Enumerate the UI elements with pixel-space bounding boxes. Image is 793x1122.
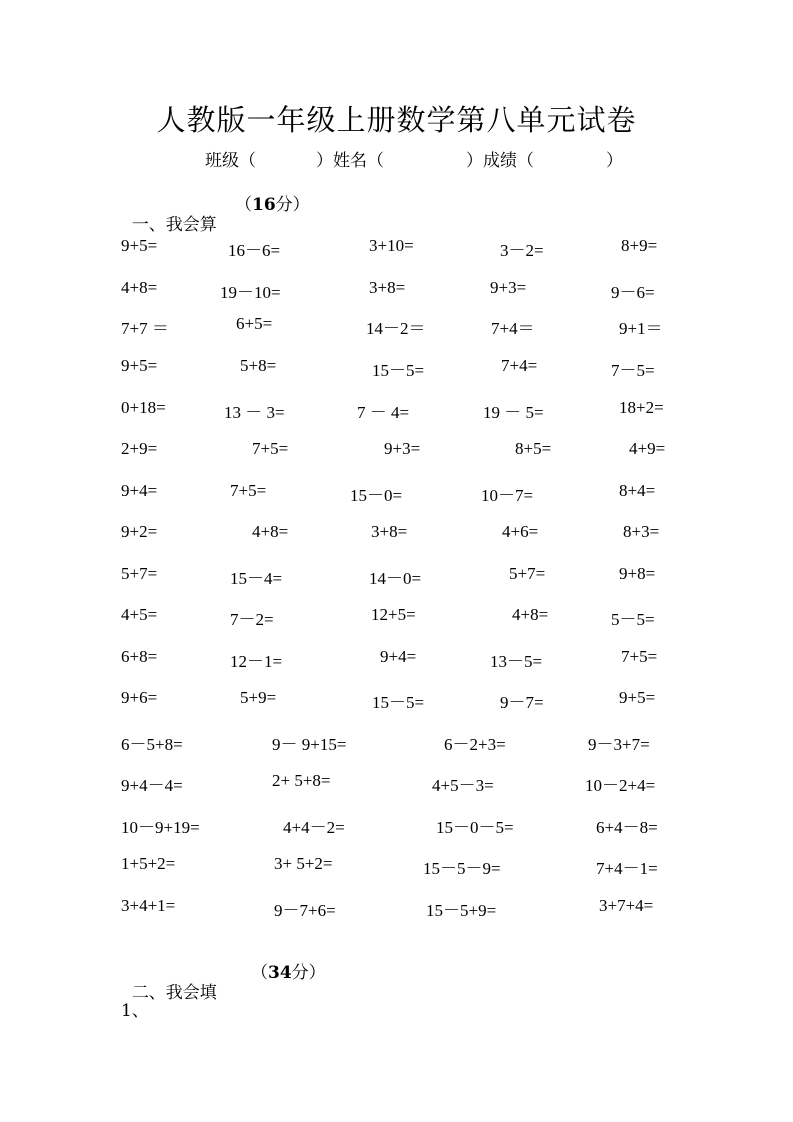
calc-problem: 6+8= — [121, 647, 158, 666]
calc-row — [0, 314, 793, 338]
calc-row — [0, 854, 793, 878]
class-label: 班级（ — [205, 151, 256, 171]
calc-problem: 12－1= — [230, 652, 283, 671]
student-info-line — [0, 146, 793, 172]
calc-problem: 7+5= — [230, 481, 267, 500]
calc-problem: 2+ 5+8= — [272, 771, 331, 790]
question-1-number: 1、 — [121, 1001, 149, 1021]
calc-problem: 3+8= — [369, 278, 406, 297]
calc-problem: 15－0－5= — [436, 818, 514, 837]
calc-problem: 15－5+9= — [426, 901, 497, 920]
calc-problem: 5+7= — [509, 564, 546, 583]
calc-problem: 19－10= — [220, 283, 281, 302]
calc-problem: 15－0= — [350, 486, 403, 505]
calc-problem: 7+5= — [252, 439, 289, 458]
calc-problem: 9+5= — [121, 236, 158, 255]
calc-problem: 8+4= — [619, 481, 656, 500]
calc-problem: 4+4－2= — [283, 818, 345, 837]
calc-problem: 8+3= — [623, 522, 660, 541]
calc-problem: 13 － 3= — [224, 403, 285, 422]
calc-row — [0, 896, 793, 920]
calc-problem: 5+8= — [240, 356, 277, 375]
calc-problem: 9+8= — [619, 564, 656, 583]
calc-problem: 6－2+3= — [444, 735, 506, 754]
calc-problem: 15－5－9= — [423, 859, 501, 878]
calc-problem: 15－5= — [372, 693, 425, 712]
calc-problem: 5+7= — [121, 564, 158, 583]
calc-problem: 9－ 9+15= — [272, 735, 347, 754]
calc-problem: 12+5= — [371, 605, 416, 624]
calc-problem: 4+8= — [252, 522, 289, 541]
calc-problem: 9+1＝ — [619, 319, 663, 338]
calc-problem: 4+8= — [512, 605, 549, 624]
calc-problem: 9+4= — [121, 481, 158, 500]
calc-problem: 7－5= — [611, 361, 655, 380]
calc-problem: 9－7+6= — [274, 901, 336, 920]
calc-problem: 10－7= — [481, 486, 534, 505]
calc-row — [0, 439, 793, 463]
calc-problem: 13－5= — [490, 652, 543, 671]
calc-problem: 1+5+2= — [121, 854, 176, 873]
calc-problem: 2+9= — [121, 439, 158, 458]
calc-row — [0, 605, 793, 629]
calc-row — [0, 236, 793, 260]
calc-row — [0, 278, 793, 302]
calc-row — [0, 647, 793, 671]
calc-row — [0, 481, 793, 505]
calc-problem: 3－2= — [500, 241, 544, 260]
calc-problem: 10－2+4= — [585, 776, 656, 795]
calc-problem: 3+10= — [369, 236, 414, 255]
calc-problem: 14－2＝ — [366, 319, 426, 338]
calc-row — [0, 771, 793, 795]
info-close-paren: ） — [606, 151, 623, 171]
calc-problem: 7+7 ＝ — [121, 319, 169, 338]
section-2-label: 二、我会填 — [131, 983, 217, 1003]
calc-row — [0, 398, 793, 422]
calc-problem: 9+5= — [619, 688, 656, 707]
calc-problem: 9+3= — [384, 439, 421, 458]
calc-problem: 14－0= — [369, 569, 422, 588]
calc-problem: 3+4+1= — [121, 896, 176, 915]
page-title: 人教版一年级上册数学第八单元试卷 — [156, 103, 637, 137]
calc-row — [0, 730, 793, 754]
calc-row — [0, 356, 793, 380]
calc-problem: 6+5= — [236, 314, 273, 333]
calc-problem: 15－4= — [230, 569, 283, 588]
calc-problem: 5－5= — [611, 610, 655, 629]
calc-problem: 6+4－8= — [596, 818, 658, 837]
calc-problem: 8+9= — [621, 236, 658, 255]
calc-problem: 4+8= — [121, 278, 158, 297]
calc-problem: 7+4＝ — [491, 319, 535, 338]
calc-problem: 7－2= — [230, 610, 274, 629]
calc-problem: 15－5= — [372, 361, 425, 380]
score-label: ）成绩（ — [466, 151, 534, 171]
calc-problem: 0+18= — [121, 398, 166, 417]
calc-problem: 4+5= — [121, 605, 158, 624]
calc-problem: 9－7= — [500, 693, 544, 712]
section-1-label: 一、我会算 — [131, 215, 217, 235]
name-label: ）姓名（ — [316, 151, 384, 171]
calc-problem: 10－9+19= — [121, 818, 200, 837]
calc-problem: 9+2= — [121, 522, 158, 541]
calc-problem: 9+3= — [490, 278, 527, 297]
calc-problem: 9－3+7= — [588, 735, 650, 754]
calc-problem: 9+4= — [380, 647, 417, 666]
calc-problem: 4+9= — [629, 439, 666, 458]
calc-problem: 8+5= — [515, 439, 552, 458]
calc-problem: 7+5= — [621, 647, 658, 666]
calc-problem: 19 － 5= — [483, 403, 544, 422]
calc-problem: 4+5－3= — [432, 776, 494, 795]
calc-row — [0, 813, 793, 837]
calc-problem: 3+7+4= — [599, 896, 654, 915]
calc-problem: 18+2= — [619, 398, 664, 417]
calc-problem: 9+4－4= — [121, 776, 183, 795]
calc-problem: 7 － 4= — [357, 403, 410, 422]
calc-problem: 9－6= — [611, 283, 655, 302]
calc-row — [0, 564, 793, 588]
calc-problem: 4+6= — [502, 522, 539, 541]
calc-problem: 7+4－1= — [596, 859, 658, 878]
calc-problem: 9+6= — [121, 688, 158, 707]
calc-problem: 3+ 5+2= — [274, 854, 333, 873]
calc-problem: 16－6= — [228, 241, 281, 260]
calc-row — [0, 688, 793, 712]
calc-problem: 3+8= — [371, 522, 408, 541]
section-1-score: （16分） — [235, 195, 310, 215]
calc-problem: 9+5= — [121, 356, 158, 375]
calc-problem: 6－5+8= — [121, 735, 183, 754]
calc-row — [0, 522, 793, 546]
section-2-score: （34分） — [251, 963, 326, 983]
calc-problem: 7+4= — [501, 356, 538, 375]
calc-problem: 5+9= — [240, 688, 277, 707]
